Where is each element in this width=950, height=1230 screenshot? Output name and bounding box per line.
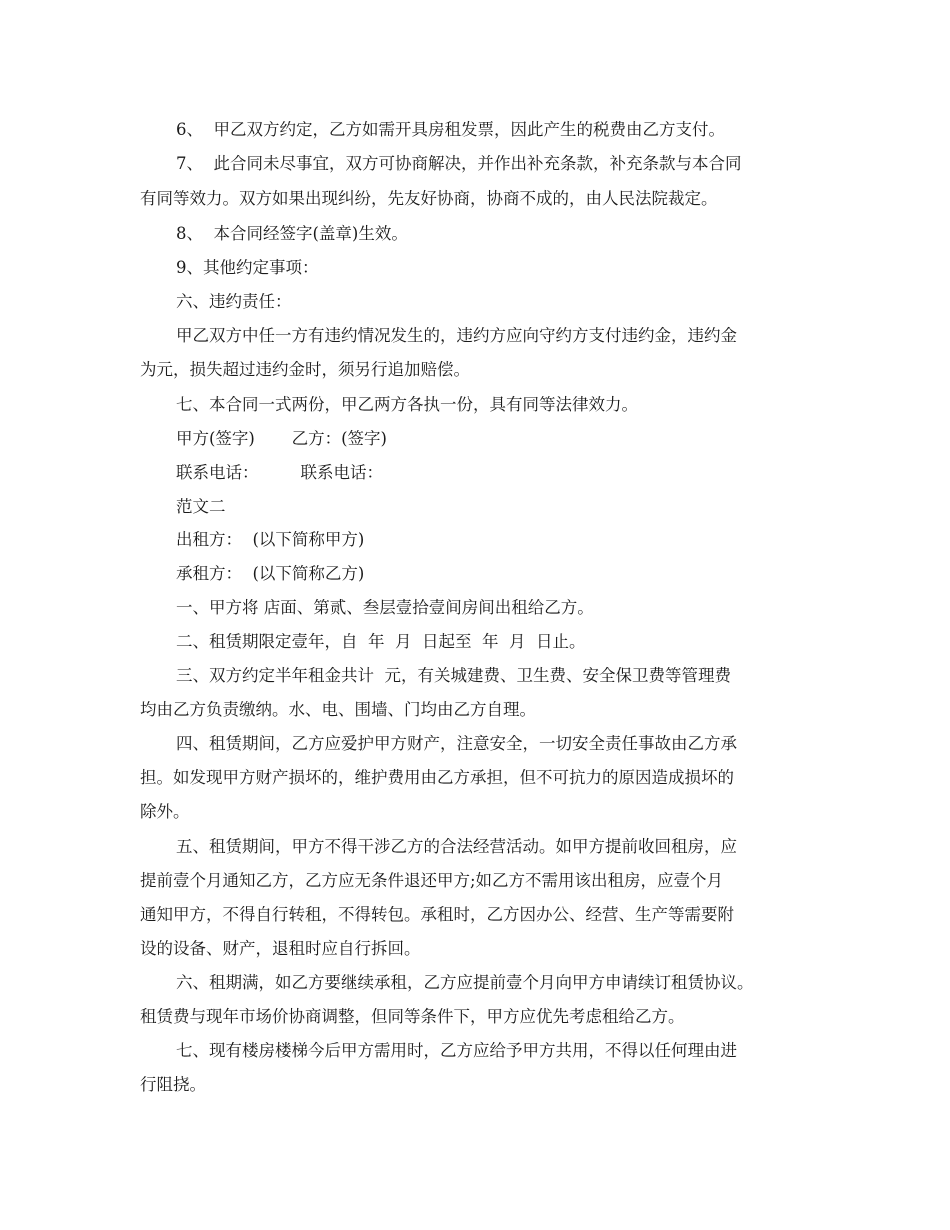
clause-9: 9、其他约定事项： <box>176 258 319 277</box>
contact-phone-line: 联系电话： 联系电话： <box>176 463 383 482</box>
signature-line: 甲方(签字) 乙方：(签字) <box>176 429 387 448</box>
article-5-line-3: 通知甲方，不得自行转租，不得转包。承租时，乙方因办公、经营、生产等需要附 <box>140 905 734 924</box>
article-7-line-2: 行阻挠。 <box>140 1075 206 1094</box>
article-7-line-1: 七、现有楼房楼梯今后甲方需用时，乙方应给予甲方共用，不得以任何理由进 <box>176 1041 737 1060</box>
article-6-line-2: 租赁费与现年市场价协商调整，但同等条件下，甲方应优先考虑租给乙方。 <box>140 1007 685 1026</box>
clause-7-line-1: 7、 此合同未尽事宜，双方可协商解决，并作出补充条款，补充条款与本合同 <box>176 154 742 173</box>
clause-6: 6、 甲乙双方约定，乙方如需开具房租发票，因此产生的税费由乙方支付。 <box>176 120 725 139</box>
article-3-line-2: 均由乙方负责缴纳。水、电、围墙、门均由乙方自理。 <box>140 700 536 719</box>
clause-7-line-2: 有同等效力。双方如果出现纠纷，先友好协商，协商不成的，由人民法院裁定。 <box>140 189 718 208</box>
lessor-line: 出租方： (以下简称甲方) <box>176 530 365 549</box>
article-2: 二、租赁期限定壹年，自 年 月 日起至 年 月 日止。 <box>176 632 586 651</box>
lessee-line: 承租方： (以下简称乙方) <box>176 564 365 583</box>
article-4-line-3: 除外。 <box>140 802 190 821</box>
sample-two-heading: 范文二 <box>176 497 226 516</box>
article-5-line-2: 提前壹个月通知乙方，乙方应无条件退还甲方;如乙方不需用该出租房，应壹个月 <box>140 871 724 890</box>
article-5-line-1: 五、租赁期间，甲方不得干涉乙方的合法经营活动。如甲方提前收回租房，应 <box>176 837 737 856</box>
article-4-line-2: 担。如发现甲方财产损坏的，维护费用由乙方承担，但不可抗力的原因造成损坏的 <box>140 768 734 787</box>
article-5-line-4: 设的设备、财产，退租时应自行拆回。 <box>140 939 421 958</box>
article-4-line-1: 四、租赁期间，乙方应爱护甲方财产，注意安全，一切安全责任事故由乙方承 <box>176 734 737 753</box>
breach-paragraph-line-2: 为元，损失超过违约金时，须另行追加赔偿。 <box>140 360 470 379</box>
article-6-line-1: 六、租期满，如乙方要继续承租，乙方应提前壹个月向甲方申请续订租赁协议。 <box>176 973 754 992</box>
breach-paragraph-line-1: 甲乙双方中任一方有违约情况发生的，违约方应向守约方支付违约金，违约金 <box>176 326 737 345</box>
article-3-line-1: 三、双方约定半年租金共计 元，有关城建费、卫生费、安全保卫费等管理费 <box>176 666 731 685</box>
section-copies: 七、本合同一式两份，甲乙两方各执一份，具有同等法律效力。 <box>176 395 638 414</box>
clause-8: 8、 本合同经签字(盖章)生效。 <box>176 224 408 243</box>
section-heading-breach: 六、违约责任： <box>176 292 292 311</box>
article-1: 一、甲方将 店面、第贰、叁层壹拾壹间房间出租给乙方。 <box>176 598 594 617</box>
